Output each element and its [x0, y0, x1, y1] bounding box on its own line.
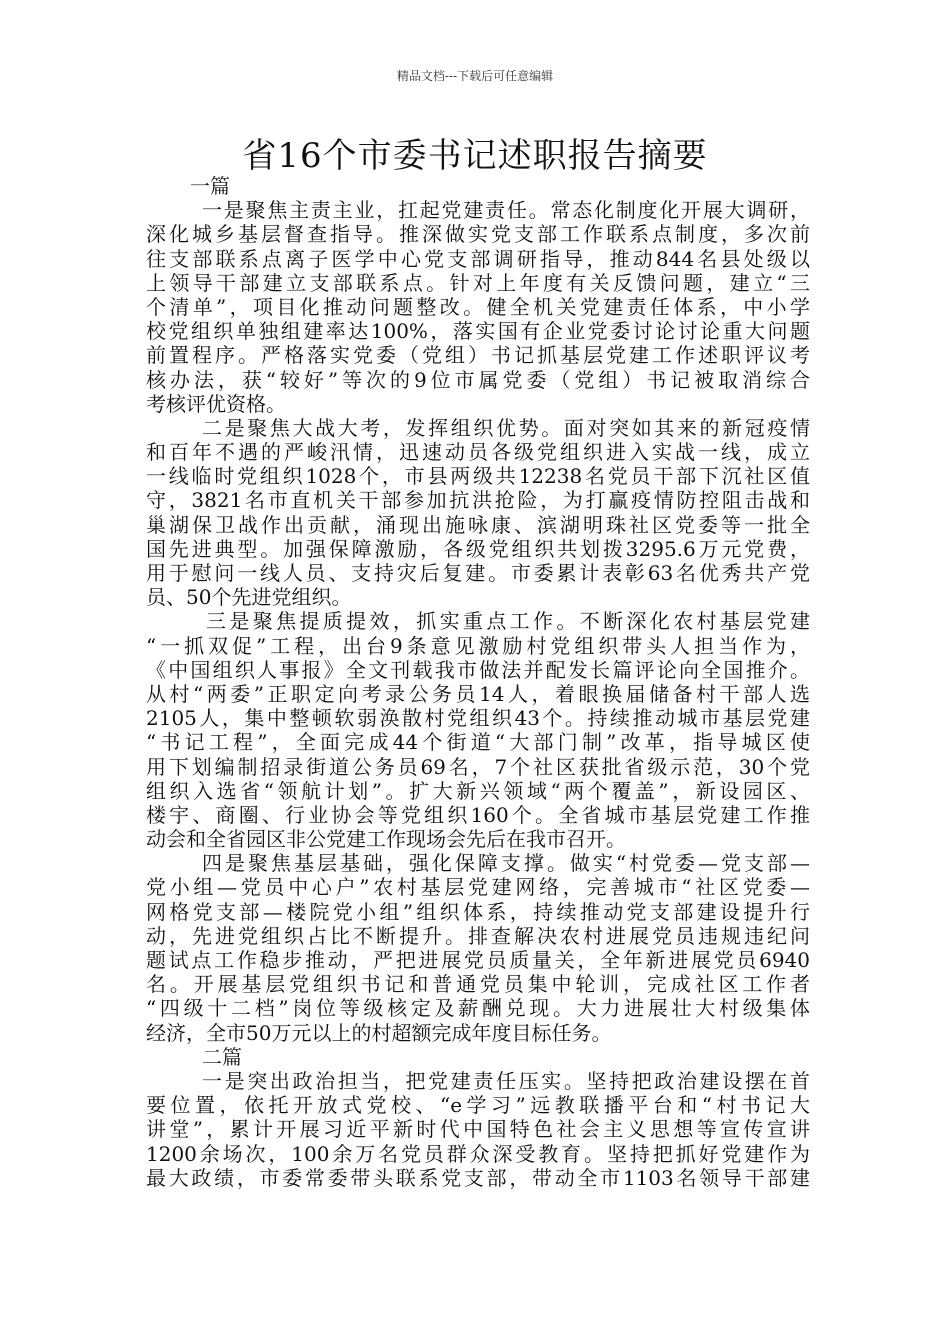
text-line: 要位置，依托开放式党校、“e学习”远教联播平台和“村书记大: [146, 1093, 810, 1118]
text-line: 经济，全市50万元以上的村超额完成年度目标任务。: [146, 1020, 612, 1045]
text-line: “四级十二档”岗位等级核定及薪酬兑现。大力进展壮大村级集体: [146, 996, 810, 1021]
text-line: 用于慰问一线人员、支持灾后复建。市委累计表彰63名优秀共产党: [146, 561, 810, 585]
text-line: 和百年不遇的严峻汛情，迅速动员各级党组织进入实战一线，成立: [146, 440, 810, 465]
text-line: 考核评优资格。: [146, 391, 286, 416]
text-line: 楼宇、商圈、行业协会等党组织160个。全省城市基层党建工作推: [146, 802, 810, 827]
text-line: 校党组织单独组建率达100%，落实国有企业党委讨论讨论重大问题: [146, 319, 810, 344]
text-line: 二是聚焦大战大考，发挥组织优势。面对突如其来的新冠疫情: [202, 415, 810, 440]
text-line: 深化城乡基层督查指导。推深做实党支部工作联系点制度，多次前: [146, 222, 810, 247]
text-line: 《中国组织人事报》全文刊载我市做法并配发长篇评论向全国推介。: [146, 657, 810, 682]
text-line: 动，先进党组织占比不断提升。排查解决农村进展党员违规违纪问: [146, 923, 810, 948]
text-line: 个清单”，项目化推动问题整改。健全机关党建责任体系，中小学: [146, 294, 810, 319]
text-line: 从村“两委”正职定向考录公务员14人，着眼换届储备村干部人选: [146, 681, 810, 706]
text-line: 组织入选省“领航计划”。扩大新兴领域“两个覆盖”，新设园区、: [146, 778, 810, 803]
text-line: “一抓双促”工程，出台9条意见激励村党组织带头人担当作为，: [146, 633, 810, 658]
text-line: 讲堂”，累计开展习近平新时代中国特色社会主义思想等宣传宣讲: [146, 1117, 810, 1142]
text-line: 1200余场次，100余万名党员群众深受教育。坚持把抓好党建作为: [146, 1141, 810, 1166]
document-body: [146, 174, 810, 1190]
text-line: 国先进典型。加强保障激励，各级党组织共划拨3295.6万元党费，: [146, 536, 810, 561]
text-line: 往支部联系点离子医学中心党支部调研指导，推动844名县处级以: [146, 246, 810, 271]
text-line: 核办法，获“较好”等次的9位市属党委（党组）书记被取消综合: [146, 367, 810, 392]
text-line: 用下划编制招录街道公务员69名，7个社区获批省级示范，30个党: [146, 754, 810, 779]
text-line: 一是突出政治担当，把党建责任压实。坚持把政治建设摆在首: [202, 1068, 810, 1093]
text-line: 党小组—党员中心户”农村基层党建网络，完善城市“社区党委—: [146, 875, 810, 900]
text-line: 上领导干部建立支部联系点。针对上年度有关反馈问题，建立“三: [146, 270, 810, 295]
text-line: 题试点工作稳步推动，严把进展党员质量关，全年新进展党员6940: [146, 948, 810, 972]
text-line: 2105人，集中整顿软弱涣散村党组织43个。持续推动城市基层党建: [146, 706, 810, 731]
text-line: “书记工程”，全面完成44个街道“大部门制”改革，指导城区使: [146, 730, 810, 755]
text-line: 三是聚焦提质提效，抓实重点工作。不断深化农村基层党建: [206, 609, 810, 634]
header-note: 精品文档---下载后可任意编辑: [396, 69, 554, 83]
text-line: 名。开展基层党组织书记和普通党员集中轮训，完成社区工作者: [146, 972, 810, 997]
section-heading: 一篇: [190, 174, 230, 198]
text-line: 前置程序。严格落实党委（党组）书记抓基层党建工作述职评议考: [146, 343, 810, 368]
page-title: 省16个市委书记述职报告摘要: [242, 136, 708, 176]
text-line: 一线临时党组织1028个，市县两级共12238名党员干部下沉社区值: [146, 464, 810, 489]
text-line: 最大政绩，市委常委带头联系党支部，带动全市1103名领导干部建: [146, 1165, 810, 1190]
text-line: 一是聚焦主责主业，扛起党建责任。常态化制度化开展大调研，: [202, 198, 810, 223]
text-line: 网格党支部—楼院党小组”组织体系，持续推动党支部建设提升行: [146, 899, 810, 924]
text-line: 四是聚焦基层基础，强化保障支撑。做实“村党委—党支部—: [202, 851, 810, 876]
text-line: 巢湖保卫战作出贡献，涌现出施咏康、滨湖明珠社区党委等一批全: [146, 512, 810, 537]
text-line: 动会和全省园区非公党建工作现场会先后在我市召开。: [146, 827, 626, 852]
text-line: 守，3821名市直机关干部参加抗洪抢险，为打赢疫情防控阻击战和: [146, 488, 810, 513]
text-line: 员、50个先进党组织。: [146, 585, 352, 610]
section-heading: 二篇: [202, 1044, 242, 1069]
